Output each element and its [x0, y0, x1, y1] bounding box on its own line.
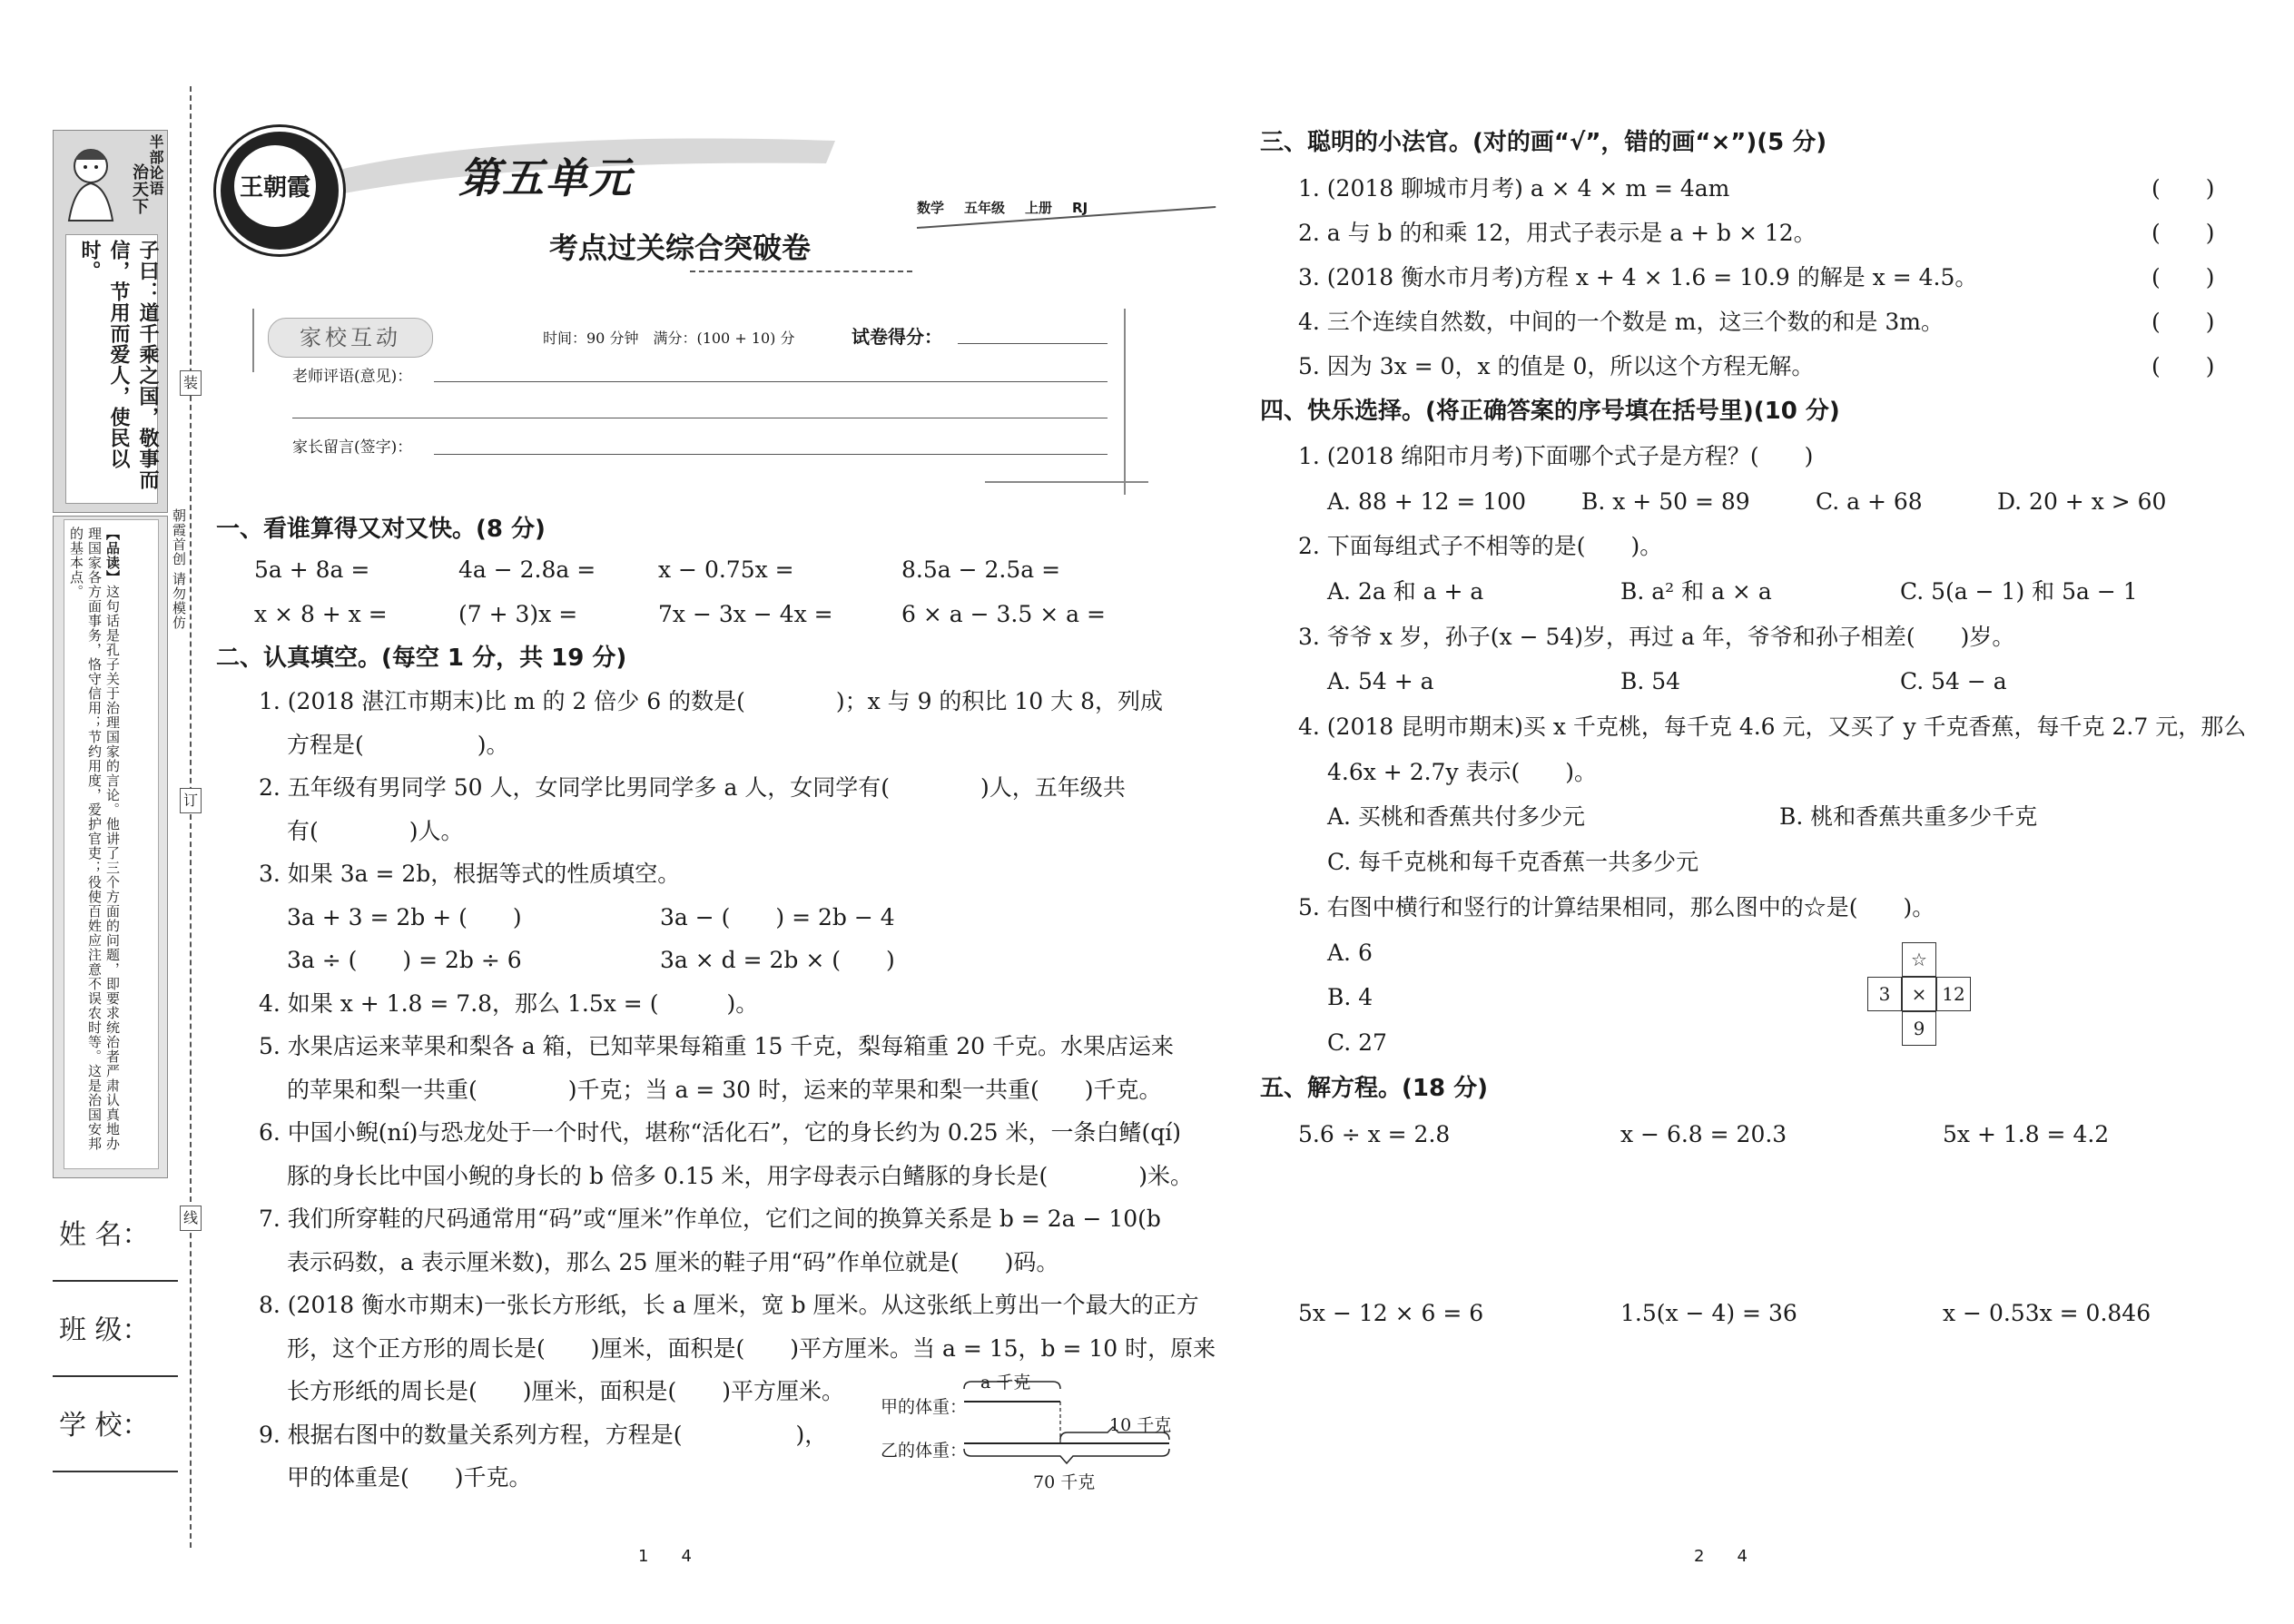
confucius-quote: 子曰：道千乘之国，敬事而信，节用而爱人，使民以时。 — [78, 240, 159, 490]
s2-line: 8. (2018 衡水市期末)一张长方形纸，长 a 厘米，宽 b 厘米。从这张纸上剪出一个最大的正方 — [259, 1292, 1199, 1318]
brace-ten — [1060, 1427, 1169, 1440]
reading-body: 这句话是孔子关于治理国家的言论。他讲了三个方面的问题，即要求统治者严肃认真地办理国家各方面事务，恪守信用；节约用度，爱护官吏；役使百姓应注意不误农时等。这是治国安邦的基本点。 — [68, 527, 121, 1151]
s4-q2: 2. 下面每组式子不相等的是( )。 — [1298, 533, 1663, 559]
school-field[interactable] — [53, 1471, 178, 1472]
s4-q1-option: A. 88 + 12 = 100 — [1327, 488, 1526, 515]
brace-a — [964, 1380, 1060, 1389]
subject-tags — [917, 198, 1088, 217]
teacher-comment-label: 老师评语(意见)： — [292, 368, 413, 386]
header-frame-left — [252, 309, 254, 372]
s5-equation: x − 6.8 = 20.3 — [1620, 1121, 1787, 1147]
diagram-ten-label: 10 千克 — [1109, 1415, 1172, 1435]
reading-text — [67, 527, 122, 1162]
motto-small: 半部论语 — [147, 134, 164, 196]
s4-q5-option: A. 6 — [1327, 940, 1373, 966]
home-school-badge: 家校互动 — [268, 318, 433, 358]
s2-q3-expr: 3a × d = 2b × ( ) — [660, 947, 895, 973]
s2-line: 1. (2018 湛江市期末)比 m 的 2 倍少 6 的数是( )；x 与 9 的积比 10 大 8，列成 — [259, 688, 1163, 714]
s4-q4-option: B. 桃和香蕉共重多少千克 — [1779, 803, 2038, 830]
confucius-icon — [56, 134, 129, 225]
s4-q3: 3. 爷爷 x 岁，孙子(x − 54)岁，再过 a 年，爷爷和孙子相差( )岁。 — [1298, 624, 2015, 650]
grid-star: ☆ — [1902, 942, 1936, 977]
unit-title: 第五单元 — [458, 153, 633, 202]
s2-line: 5. 水果店运来苹果和梨各 a 箱，已知苹果每箱重 15 千克，梨每箱重 20 千克。水果店运来 — [259, 1033, 1175, 1059]
score-label: 试卷得分： — [852, 326, 942, 348]
s4-q5: 5. 右图中横行和竖行的计算结果相同，那么图中的☆是( )。 — [1298, 894, 1935, 920]
s1-expr: 8.5a − 2.5a = — [901, 556, 1061, 583]
class-field[interactable] — [53, 1375, 178, 1377]
s5-equation: 5.6 ÷ x = 2.8 — [1298, 1121, 1451, 1147]
s2-line: 7. 我们所穿鞋的尺码通常用“码”或“厘米”作单位，它们之间的换算关系是 b = 2a − 10(b — [259, 1206, 1161, 1232]
s1-expr: x × 8 + x = — [254, 601, 388, 627]
name-field[interactable] — [53, 1280, 178, 1282]
fold-mark-2: 订 — [180, 788, 202, 813]
s4-q1-option: B. x + 50 = 89 — [1581, 488, 1750, 515]
s5-equation: x − 0.53x = 0.846 — [1943, 1300, 2151, 1326]
s2-q3-expr: 3a + 3 = 2b + ( ) — [287, 904, 522, 930]
class-label: 班 级： — [59, 1314, 150, 1346]
s4-q3-option: C. 54 − a — [1900, 668, 2007, 694]
s2-q3-expr: 3a − ( ) = 2b − 4 — [660, 904, 895, 930]
s2-line: 6. 中国小鲵(ní)与恐龙处于一个时代，堪称“活化石”，它的身长约为 0.25 米，一条白鳍(qí) — [259, 1119, 1182, 1146]
teacher-comment-line-1[interactable] — [434, 381, 1108, 382]
section-3-title: 三、聪明的小法官。(对的画“√”，错的画“×”)(5 分) — [1260, 129, 1827, 156]
grid-bottom: 9 — [1902, 1011, 1936, 1046]
section-2-title: 二、认真填空。(每空 1 分，共 19 分) — [216, 645, 627, 672]
section-5-title: 五、解方程。(18 分) — [1260, 1075, 1488, 1102]
paper-subtitle: 考点过关综合突破卷 — [549, 231, 812, 265]
s2-line: 长方形纸的周长是( )厘米，面积是( )平方厘米。 — [287, 1378, 845, 1404]
diagram-a-label: a 千克 — [980, 1373, 1031, 1393]
s3-paren[interactable]: ( ) — [2151, 220, 2215, 246]
s4-q3-option: A. 54 + a — [1327, 668, 1434, 694]
s4-q2-option: B. a² 和 a × a — [1620, 578, 1772, 605]
school-label: 学 校： — [59, 1410, 150, 1442]
s3-item: 1. (2018 聊城市月考) a × 4 × m = 4am — [1298, 175, 1730, 202]
s2-line: 形，这个正方形的周长是( )厘米，面积是( )平方厘米。当 a = 15，b = 10 时，原来 — [287, 1335, 1216, 1362]
section-1-title: 一、看谁算得又对又快。(8 分) — [216, 516, 546, 543]
diagram-seventy-label: 70 千克 — [1033, 1472, 1096, 1492]
s5-equation: 5x + 1.8 = 4.2 — [1943, 1121, 2110, 1147]
s2-line: 4. 如果 x + 1.8 = 7.8，那么 1.5x = ( )。 — [259, 990, 759, 1017]
s1-expr: 5a + 8a = — [254, 556, 370, 583]
reading-label: 【品读】 — [104, 527, 121, 585]
s2-line: 有( )人。 — [287, 818, 464, 844]
score-field[interactable] — [958, 343, 1108, 344]
diagram-yi-label: 乙的体重： — [881, 1441, 968, 1461]
s3-paren[interactable]: ( ) — [2151, 175, 2215, 202]
parent-comment-label: 家长留言(签字)： — [292, 438, 413, 457]
page-number-right: 2 4 — [1694, 1547, 1748, 1566]
subtitle-underline — [690, 271, 912, 272]
s4-q1: 1. (2018 绵阳市月考)下面哪个式子是方程？( ) — [1298, 443, 1814, 469]
s4-q1-option: C. a + 68 — [1816, 488, 1923, 515]
s1-expr: 4a − 2.8a = — [458, 556, 596, 583]
fold-side-text: 朝霞首创 请勿模仿 — [171, 508, 187, 630]
s4-q2-option: C. 5(a − 1) 和 5a − 1 — [1900, 578, 2138, 605]
s2-line: 表示码数，a 表示厘米数)，那么 25 厘米的鞋子用“码”作单位就是( )码。 — [287, 1249, 1059, 1275]
diagram-jia-label: 甲的体重： — [881, 1397, 968, 1417]
s4-q5-option: B. 4 — [1327, 984, 1373, 1010]
s4-q1-option: D. 20 + x > 60 — [1997, 488, 2167, 515]
tag-subject: 数学 — [917, 200, 945, 216]
s2-line: 甲的体重是( )千克。 — [287, 1464, 532, 1491]
s3-item: 2. a 与 b 的和乘 12，用式子表示是 a + b × 12。 — [1298, 220, 1816, 246]
s3-item: 3. (2018 衡水市月考)方程 x + 4 × 1.6 = 10.9 的解是 x = 4.5。 — [1298, 264, 1978, 290]
fold-line — [190, 86, 192, 1548]
s1-expr: x − 0.75x = — [658, 556, 794, 583]
logo-text: 王朝霞 — [239, 174, 310, 202]
header-frame-bottom — [985, 481, 1148, 483]
page-number-left: 1 4 — [638, 1547, 692, 1566]
cross-grid — [1866, 942, 1974, 1051]
s3-paren[interactable]: ( ) — [2151, 309, 2215, 335]
name-label: 姓 名： — [59, 1219, 150, 1251]
s4-q4-option: A. 买桃和香蕉共付多少元 — [1327, 803, 1585, 830]
weight-diagram — [962, 1380, 1180, 1480]
tag-edition: RJ — [1072, 200, 1088, 216]
s2-line: 9. 根据右图中的数量关系列方程，方程是( )， — [259, 1422, 828, 1448]
grid-left: 3 — [1867, 977, 1902, 1011]
fold-mark-3: 线 — [180, 1206, 202, 1231]
tag-grade: 五年级 — [964, 200, 1006, 216]
s4-q4-line2: 4.6x + 2.7y 表示( )。 — [1327, 759, 1598, 785]
s2-line: 2. 五年级有男同学 50 人，女同学比男同学多 a 人，女同学有( )人，五年级共 — [259, 774, 1126, 801]
s5-equation: 1.5(x − 4) = 36 — [1620, 1300, 1797, 1326]
tag-term: 上册 — [1025, 200, 1053, 216]
s3-item: 5. 因为 3x = 0，x 的值是 0，所以这个方程无解。 — [1298, 353, 1815, 379]
s3-item: 4. 三个连续自然数，中间的一个数是 m，这三个数的和是 3m。 — [1298, 309, 1944, 335]
grid-op: × — [1902, 977, 1936, 1011]
s1-expr: 7x − 3x − 4x = — [658, 601, 833, 627]
motto-big: 治天下 — [130, 163, 149, 215]
header-frame-right — [1124, 309, 1126, 495]
s4-q4-line1: 4. (2018 昆明市期末)买 x 千克桃，每千克 4.6 元，又买了 y 千克香蕉，每千克 2.7 元，那么 — [1298, 714, 2247, 740]
s5-equation: 5x − 12 × 6 = 6 — [1298, 1300, 1484, 1326]
s2-line: 豚的身长比中国小鲵的身长的 b 倍多 0.15 米，用字母表示白鳍豚的身长是( )米。 — [287, 1163, 1193, 1189]
s2-line: 方程是( )。 — [287, 732, 509, 758]
s1-expr: (7 + 3)x = — [458, 601, 578, 627]
s2-line: 3. 如果 3a = 2b，根据等式的性质填空。 — [259, 861, 681, 887]
s2-q3-expr: 3a ÷ ( ) = 2b ÷ 6 — [287, 947, 522, 973]
parent-comment-line[interactable] — [434, 454, 1108, 455]
fold-mark-1: 装 — [180, 370, 202, 396]
s4-q2-option: A. 2a 和 a + a — [1327, 578, 1484, 605]
time-info: 时间：90 分钟 满分：(100 + 10) 分 — [543, 330, 795, 347]
s4-q4-option: C. 每千克桃和每千克香蕉一共多少元 — [1327, 849, 1699, 875]
grid-right: 12 — [1936, 977, 1971, 1011]
brace-seventy — [964, 1449, 1169, 1463]
s2-line: 的苹果和梨一共重( )千克；当 a = 30 时，运来的苹果和梨一共重( )千克。 — [287, 1077, 1162, 1103]
s4-q5-option: C. 27 — [1327, 1029, 1387, 1056]
s3-paren[interactable]: ( ) — [2151, 264, 2215, 290]
s3-paren[interactable]: ( ) — [2151, 353, 2215, 379]
s1-expr: 6 × a − 3.5 × a = — [901, 601, 1106, 627]
s4-q3-option: B. 54 — [1620, 668, 1681, 694]
section-4-title: 四、快乐选择。(将正确答案的序号填在括号里)(10 分) — [1260, 398, 1840, 425]
